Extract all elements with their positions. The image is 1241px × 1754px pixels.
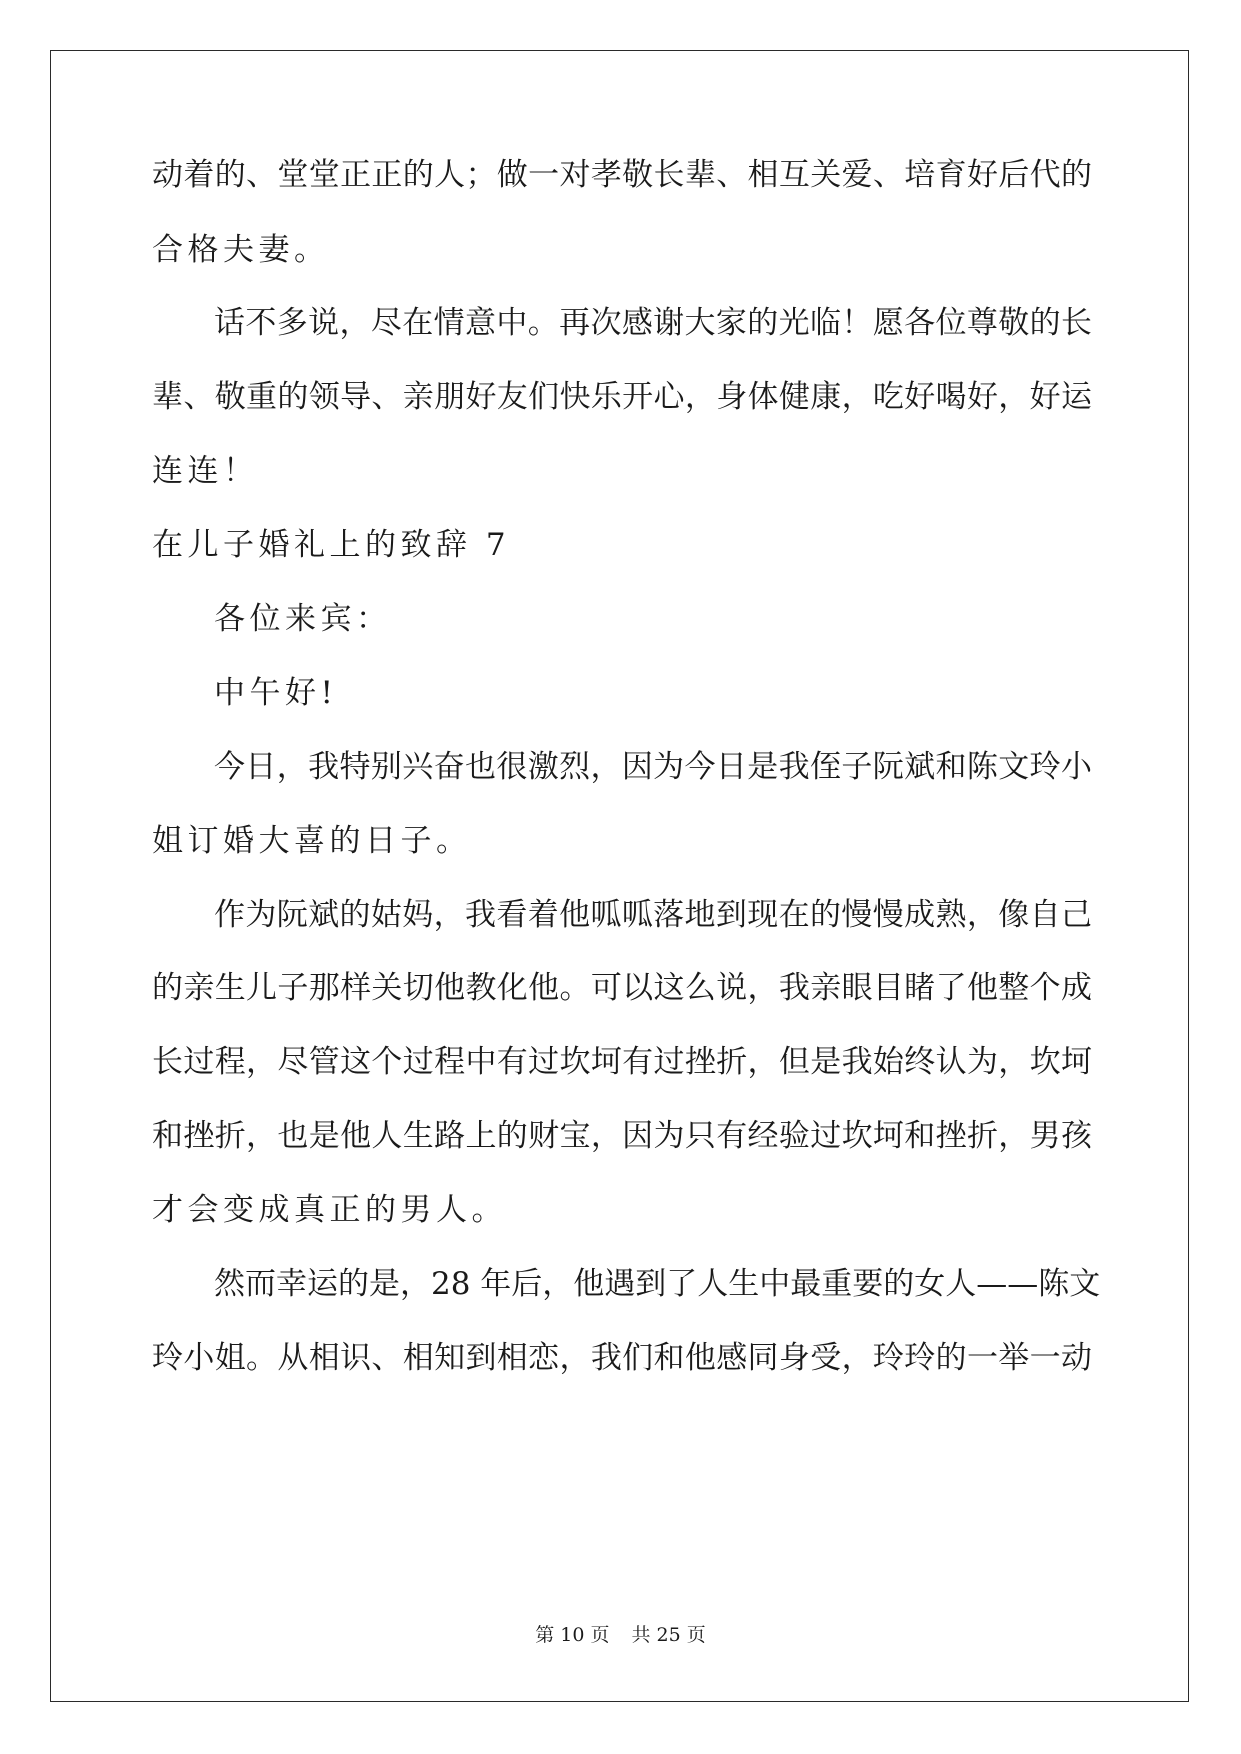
text-line: 连连！ [152, 453, 259, 489]
section-heading: 在儿子婚礼上的致辞 7 [152, 527, 511, 563]
text-line: 话不多说，尽在情意中。再次感谢大家的光临！愿各位尊敬的长 [214, 305, 1092, 341]
greeting: 中午好! [214, 675, 338, 711]
text-line: 和挫折，也是他人生路上的财宝，因为只有经验过坎坷和挫折，男孩 [152, 1118, 1092, 1154]
text-line: 才会变成真正的男人。 [152, 1192, 507, 1228]
text-line: 合格夫妻。 [152, 232, 330, 268]
text-line: 作为阮斌的姑妈，我看着他呱呱落地到现在的慢慢成熟，像自己 [214, 897, 1092, 933]
text-line: 动着的、堂堂正正的人；做一对孝敬长辈、相互关爱、培育好后代的 [152, 157, 1092, 193]
text-line: 今日，我特别兴奋也很激烈，因为今日是我侄子阮斌和陈文玲小 [214, 749, 1092, 785]
page-number: 第 10 页 [535, 1624, 610, 1646]
text-line: 长过程，尽管这个过程中有过坎坷有过挫折，但是我始终认为，坎坷 [152, 1044, 1092, 1080]
page-footer [0, 1620, 1241, 1647]
salutation: 各位来宾： [214, 601, 392, 637]
text-line: 然而幸运的是，28 年后，他遇到了人生中最重要的女人——陈文 [214, 1266, 1101, 1302]
page-total: 共 25 页 [631, 1624, 706, 1646]
text-line: 玲小姐。从相识、相知到相恋，我们和他感同身受，玲玲的一举一动 [152, 1340, 1092, 1376]
text-line: 姐订婚大喜的日子。 [152, 823, 472, 859]
text-line: 的亲生儿子那样关切他教化他。可以这么说，我亲眼目睹了他整个成 [152, 970, 1092, 1006]
text-line: 辈、敬重的领导、亲朋好友们快乐开心，身体健康，吃好喝好，好运 [152, 379, 1092, 415]
page-frame [50, 50, 1189, 1702]
